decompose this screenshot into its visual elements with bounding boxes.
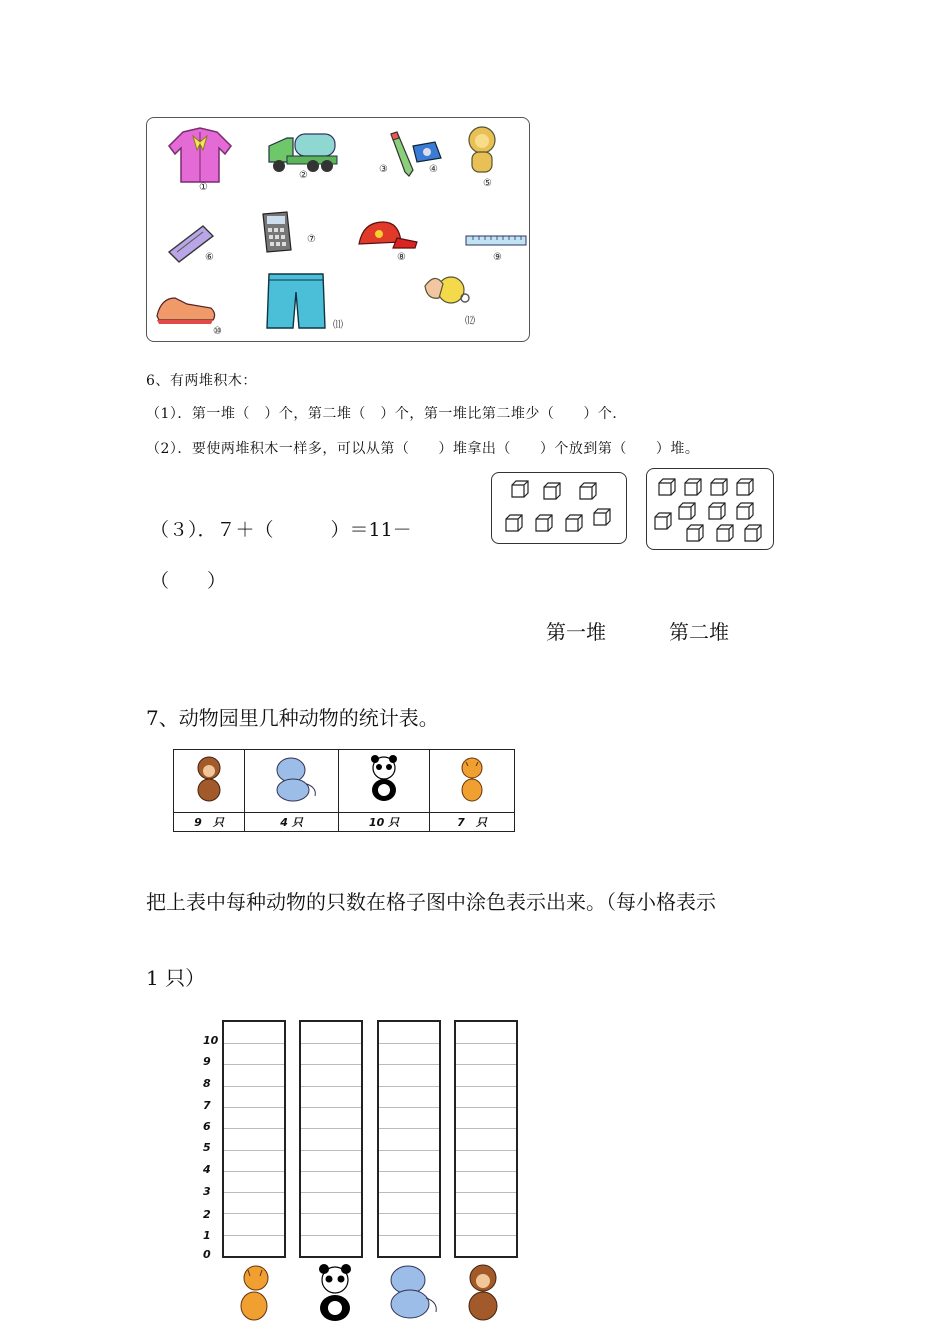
- block: [737, 503, 753, 519]
- grid-column-panda[interactable]: [299, 1020, 363, 1258]
- grid-cell-line: [301, 1213, 361, 1214]
- grid-cell-line: [456, 1171, 516, 1172]
- q7-title: 7、动物园里几种动物的统计表。: [146, 706, 439, 730]
- grid-cell-line: [379, 1086, 439, 1087]
- block: [512, 481, 528, 497]
- monkey-cell: [174, 750, 245, 813]
- grid-cell-line: [379, 1128, 439, 1129]
- toy-lion-icon: [465, 124, 499, 176]
- item-label-6: ⑥: [205, 252, 214, 263]
- monkey-icon: [189, 754, 229, 804]
- item-label-9: ⑨: [493, 252, 502, 263]
- grid-cell-line: [224, 1213, 284, 1214]
- item-label-7: ⑦: [307, 234, 316, 245]
- grid-cell-line: [301, 1086, 361, 1087]
- grid-cell-line: [379, 1043, 439, 1044]
- block: [544, 483, 560, 499]
- block: [685, 479, 701, 495]
- panda-icon: [364, 754, 404, 804]
- item-label-12: ⑿: [465, 316, 475, 327]
- q6-line1: （1）．第一堆（ ）个，第二堆（ ）个，第一堆比第二堆少（ ）个．: [146, 406, 627, 422]
- calculator-icon: [259, 210, 295, 254]
- items-picture-box: [146, 117, 530, 342]
- sharpener-icon: [409, 138, 445, 164]
- axis-tick: 6: [203, 1120, 211, 1133]
- block: [745, 525, 761, 541]
- grid-column-tiger[interactable]: [222, 1020, 286, 1258]
- block: [655, 513, 671, 529]
- jacket-icon: [163, 124, 237, 186]
- grid-cell-line: [224, 1064, 284, 1065]
- elephant-cell: [245, 750, 339, 813]
- item-label-8: ⑧: [397, 252, 406, 263]
- grid-cell-line: [224, 1171, 284, 1172]
- heap1-box: [491, 472, 627, 544]
- q6-line4: （ ）: [150, 570, 227, 592]
- item-label-4: ④: [429, 164, 438, 175]
- q6-line3: （３）．７＋（ ）＝11－: [150, 519, 412, 541]
- grid-cell-line: [379, 1150, 439, 1151]
- ruler-icon: [465, 234, 527, 248]
- axis-tick: 5: [203, 1141, 211, 1154]
- item-label-3: ③: [379, 164, 388, 175]
- cap-icon: [353, 218, 419, 254]
- block: [566, 515, 582, 531]
- block: [679, 503, 695, 519]
- grid-cell-line: [224, 1150, 284, 1151]
- heap1-blocks: [492, 473, 626, 543]
- animal-count-table: [173, 749, 515, 832]
- elephant-icon: [265, 754, 319, 804]
- monkey-icon: [458, 1262, 508, 1324]
- grid-cell-line: [224, 1043, 284, 1044]
- grid-cell-line: [379, 1107, 439, 1108]
- grid-cell-line: [379, 1235, 439, 1236]
- axis-tick: 1: [203, 1229, 211, 1242]
- block: [580, 483, 596, 499]
- monkey-count: 9 只: [174, 813, 245, 832]
- heap2-label: 第二堆: [669, 620, 729, 644]
- item-label-2: ②: [299, 170, 308, 181]
- tiger-icon: [452, 754, 492, 804]
- block: [709, 503, 725, 519]
- grid-cell-line: [456, 1150, 516, 1151]
- elephant-icon: [380, 1262, 442, 1322]
- axis-tick: 8: [203, 1077, 211, 1090]
- panda-count: 10 只: [339, 813, 430, 832]
- grid-cell-line: [456, 1107, 516, 1108]
- grid-cell-line: [224, 1192, 284, 1193]
- grid-cell-line: [456, 1064, 516, 1065]
- block: [717, 525, 733, 541]
- grid-cell-line: [379, 1213, 439, 1214]
- heap1-label: 第一堆: [546, 620, 606, 644]
- block: [506, 515, 522, 531]
- block: [711, 479, 727, 495]
- grid-cell-line: [301, 1235, 361, 1236]
- shoes-icon: [153, 290, 219, 326]
- grid-cell-line: [456, 1192, 516, 1193]
- grid-cell-line: [379, 1192, 439, 1193]
- grid-cell-line: [456, 1213, 516, 1214]
- q6-title: 6、有两堆积木：: [146, 373, 257, 389]
- panda-cell: [339, 750, 430, 813]
- tiger-cell: [430, 750, 515, 813]
- block: [594, 509, 610, 525]
- tiger-count: 7 只: [430, 813, 515, 832]
- grid-cell-line: [456, 1043, 516, 1044]
- grid-cell-line: [301, 1128, 361, 1129]
- grid-cell-line: [224, 1086, 284, 1087]
- grid-cell-line: [301, 1064, 361, 1065]
- q6-line2: （2）．要使两堆积木一样多，可以从第（ ）堆拿出（ ）个放到第（ ）堆。: [146, 441, 700, 457]
- shorts-icon: [263, 270, 329, 332]
- heap2-box: [646, 468, 774, 550]
- axis-tick: 9: [203, 1055, 211, 1068]
- block: [536, 515, 552, 531]
- block: [659, 479, 675, 495]
- grid-cell-line: [379, 1064, 439, 1065]
- block: [687, 525, 703, 541]
- panda-icon: [310, 1264, 360, 1324]
- grid-cell-line: [379, 1171, 439, 1172]
- item-label-10: ⑩: [213, 326, 222, 337]
- item-label-1: ①: [199, 182, 208, 193]
- item-label-5: ⑤: [483, 178, 492, 189]
- grid-cell-line: [301, 1171, 361, 1172]
- q7-instruction-b: 1 只）: [146, 966, 206, 990]
- item-label-11: ⑾: [333, 320, 343, 331]
- grid-cell-line: [301, 1192, 361, 1193]
- toy-chick-icon: [421, 268, 473, 316]
- grid-cell-line: [301, 1107, 361, 1108]
- axis-tick: 3: [203, 1185, 211, 1198]
- axis-tick: 0: [203, 1248, 211, 1261]
- axis-tick: 10: [203, 1034, 219, 1047]
- grid-cell-line: [224, 1128, 284, 1129]
- heap2-blocks: [647, 469, 773, 549]
- grid-cell-line: [456, 1235, 516, 1236]
- axis-tick: 4: [203, 1163, 211, 1176]
- grid-cell-line: [456, 1086, 516, 1087]
- grid-column-monkey[interactable]: [454, 1020, 518, 1258]
- axis-tick: 2: [203, 1208, 211, 1221]
- grid-cell-line: [301, 1150, 361, 1151]
- grid-cell-line: [456, 1128, 516, 1129]
- grid-column-elephant[interactable]: [377, 1020, 441, 1258]
- elephant-count: 4 只: [245, 813, 339, 832]
- q7-instruction-a: 把上表中每种动物的只数在格子图中涂色表示出来。（每小格表示: [146, 890, 716, 914]
- block: [737, 479, 753, 495]
- truck-icon: [265, 128, 343, 174]
- grid-cell-line: [301, 1043, 361, 1044]
- tiger-icon: [230, 1262, 280, 1324]
- grid-cell-line: [224, 1235, 284, 1236]
- grid-cell-line: [224, 1107, 284, 1108]
- axis-tick: 7: [203, 1099, 211, 1112]
